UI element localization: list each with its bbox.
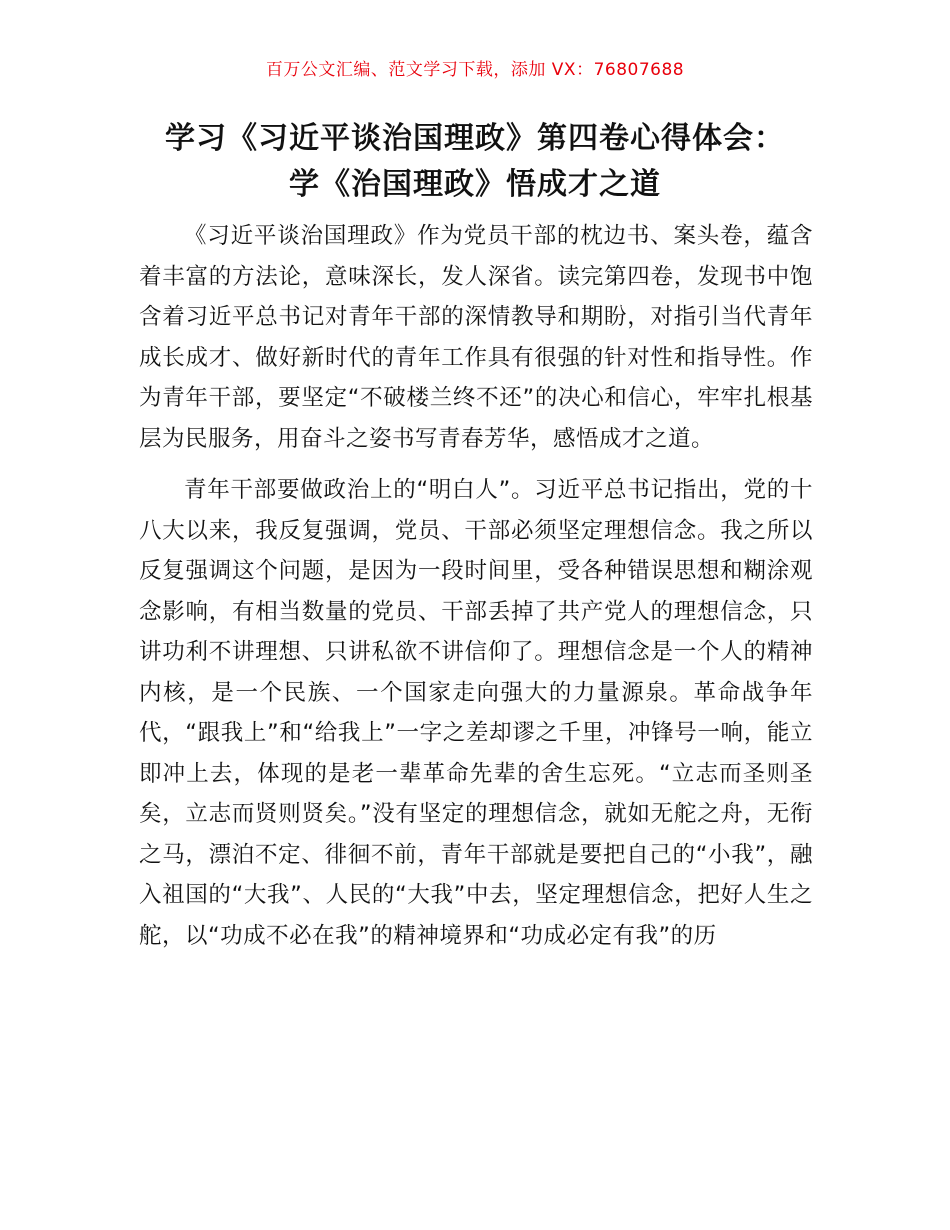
watermark-header: 百万公文汇编、范文学习下载，添加 VX：76807688 bbox=[265, 60, 685, 80]
title-line-2: 学《治国理政》悟成才之道 bbox=[289, 167, 661, 202]
title-line-1: 学习《习近平谈治国理政》第四卷心得体会： bbox=[165, 121, 785, 156]
paragraph-political: 青年干部要做政治上的“明白人”。习近平总书记指出，党的十八大以来，我反复强调，党员、干部必须坚定理想信念。我之所以反复强调这个问题，是因为一段时间里，受各种错误思想和糊涂观念影响，有相当数量的党员、干部丢掉了共产党人的理想信念，只讲功利不讲理想、只讲私欲不讲信仰了。理想信念是一个人的精神内核，是一个民族、一个国家走向强大的力量源泉。革命战争年代，“跟我上”和“给我上”一字之差却谬之千里，冲锋号一响，能立即冲上去，体现的是老一辈革命先辈的舍生忘死。“立志而圣则圣矣，立志而贤则贤矣。”没有坚定的理想信念，就如无舵之舟，无衔之马，漂泊不定、徘徊不前，青年干部就是要把自己的“小我”，融入祖国的“大我”、人民的“大我”中去，坚定理想信念，把好人生之舵，以“功成不必在我”的精神境界和“功成必定有我”的历 bbox=[139, 477, 813, 949]
document-body bbox=[139, 216, 813, 967]
document-title bbox=[100, 116, 850, 208]
paragraph-intro: 《习近平谈治国理政》作为党员干部的枕边书、案头卷，蕴含着丰富的方法论，意味深长，发人深省。读完第四卷，发现书中饱含着习近平总书记对青年干部的深情教导和期盼，对指引当代青年成长成才、做好新时代的青年工作具有很强的针对性和指导性。作为青年干部，要坚定“不破楼兰终不还”的决心和信心，牢牢扎根基层为民服务，用奋斗之姿书写青春芳华，感悟成才之道。 bbox=[139, 223, 813, 452]
